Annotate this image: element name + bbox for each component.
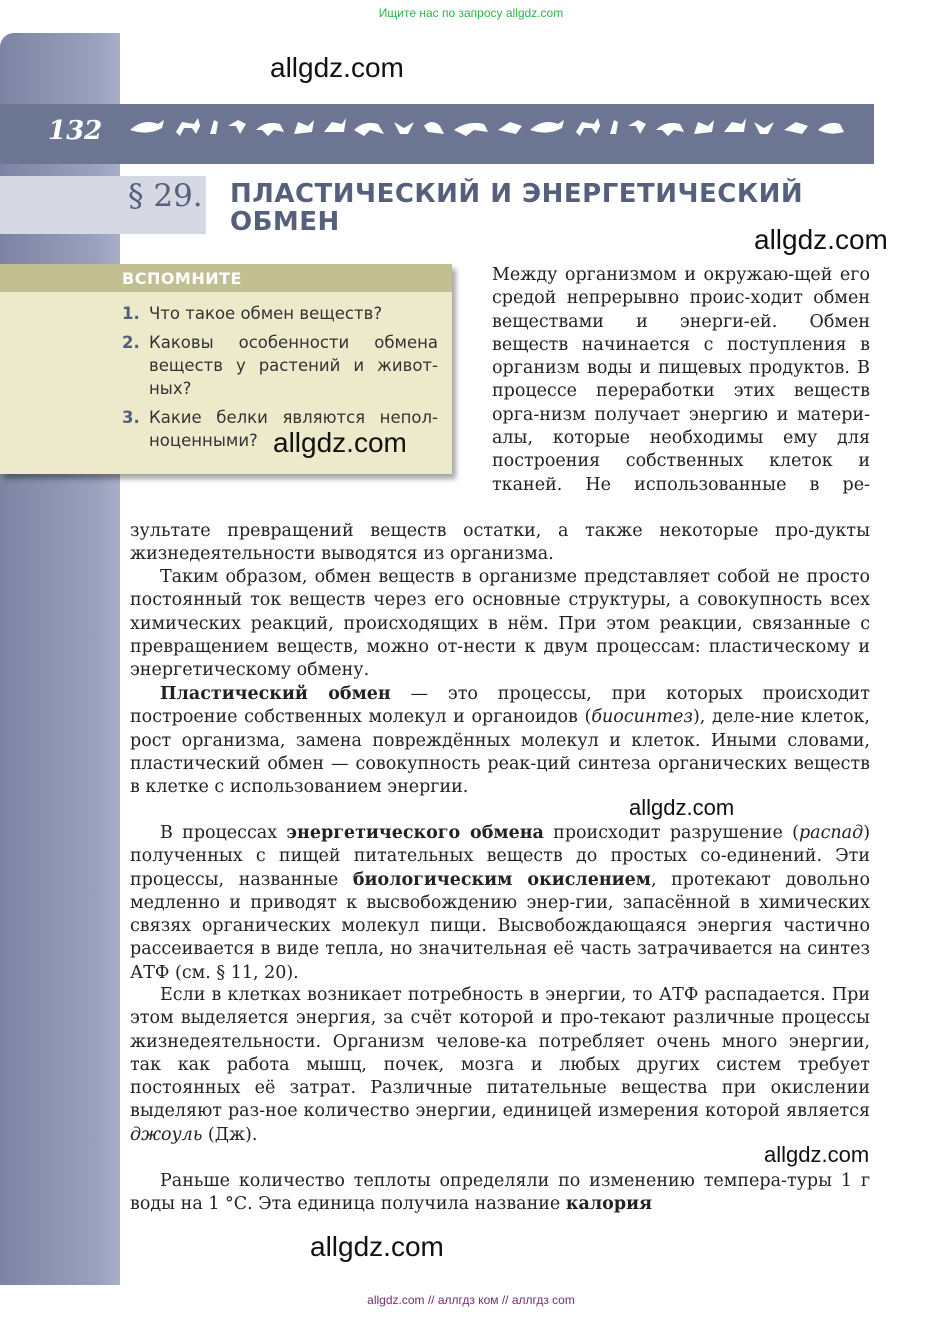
question-text: Какие белки являются непол-ноценными? bbox=[149, 408, 438, 450]
term-plastic-exchange: Пластический обмен bbox=[160, 684, 391, 704]
paragraph-plastic-exchange bbox=[130, 683, 870, 799]
paragraph-atp bbox=[130, 984, 870, 1147]
section-title-line1: ПЛАСТИЧЕСКИЙ И ЭНЕРГЕТИЧЕСКИЙ bbox=[230, 179, 804, 209]
paragraph-text: ) полученных с пищей питательных веществ до простых со-единений. Эти процессы, названные bbox=[130, 823, 871, 890]
term-energy-exchange: энергетического обмена bbox=[286, 823, 544, 843]
paragraph-text: — это процессы, при которых происходит построение собственных молекул и органоидов ( bbox=[130, 684, 870, 728]
question-number: 2. bbox=[122, 333, 140, 352]
paragraph-text: (Дж). bbox=[202, 1124, 258, 1145]
recall-title: ВСПОМНИТЕ bbox=[122, 269, 242, 288]
paragraph-overview: Таким образом, обмен веществ в организме представляет собой не просто постоянный ток веществ через его основные структуры, а совокупность всех химических реакций, происходящих в нём. При этом реакции, связанные с превращением веществ, можно от-нести к двум процессам: пластическому и энергетическому обмену. bbox=[130, 567, 870, 681]
watermark: allgdz.com bbox=[270, 52, 404, 83]
watermark: allgdz.com bbox=[310, 1231, 444, 1262]
section-number: § 29. bbox=[128, 178, 203, 214]
paragraph-text: , протекают довольно медленно и приводят к высвобождению энер-гии, запасённой в химических связях органических молекул пищи. Высвобождающаяся энергия частично рассеивается в виде тепла, но значительная её часть затрачивается на синтез АТФ (см. § 11, 20). bbox=[130, 869, 870, 983]
question-text: Каковы особенности обмена веществ у растений и живот-ных? bbox=[149, 333, 438, 398]
paragraph-text: ), деле-ние клеток, рост организма, замена повреждённых молекул и клеток. Иными словами, пластический обмен — совокупность реак-ций синтеза органических веществ в клетке с использованием энергии. bbox=[130, 707, 870, 798]
paragraph-calorie bbox=[130, 1170, 870, 1217]
page-number: 132 bbox=[48, 116, 103, 146]
paragraph-intro-continued: зультате превращений веществ остатки, а также некоторые про-дукты жизнедеятельности выводятся из организма. bbox=[130, 521, 870, 565]
paragraph-text: происходит разрушение ( bbox=[543, 823, 799, 843]
recall-question bbox=[122, 302, 438, 325]
question-number: 1. bbox=[122, 304, 140, 323]
recall-header bbox=[0, 264, 452, 292]
top-search-note: Ищите нас по запросу allgdz.com bbox=[378, 6, 564, 20]
paragraph-text: Если в клетках возникает потребность в энергии, то АТФ распадается. При этом выделяется энергия, за счёт которой и про-текают различные процессы жизнедеятельности. Организм челове-ка потребляет очень много энергии, так как работа мышц, почек, мозга и любых других систем требует постоянных её затрат. Различные питательные вещества при окислении выделяют раз-ное количество энергии, единицей измерения которой является bbox=[130, 985, 870, 1122]
watermark: allgdz.com bbox=[273, 427, 407, 458]
watermark: allgdz.com bbox=[764, 1142, 870, 1167]
section-title-line2: ОБМЕН bbox=[230, 207, 340, 237]
question-text: Что такое обмен веществ? bbox=[149, 304, 383, 323]
bottom-site-note: allgdz.com // аллгдз ком // аллгдз com bbox=[367, 1293, 575, 1307]
term-decay: распад bbox=[798, 823, 864, 843]
term-calorie: калория bbox=[565, 1194, 652, 1215]
animal-silhouettes-decoration bbox=[128, 112, 848, 142]
watermark: allgdz.com bbox=[629, 795, 735, 820]
paragraph-intro-right: Между организмом и окружаю-щей его средой непрерывно проис-ходит обмен веществами и энерги-ей. Обмен веществ начинается с поступления в организм воды и пищевых продуктов. В процессе переработки этих веществ орга-низм получает энергию и матери-алы, которые необходимы ему для построения собственных клеток и тканей. Не использованные в ре- bbox=[492, 265, 870, 495]
recall-question bbox=[122, 331, 438, 400]
term-joule: джоуль bbox=[130, 1124, 203, 1145]
paragraph-energy-exchange bbox=[130, 822, 870, 985]
question-number: 3. bbox=[122, 408, 140, 427]
paragraph-text: В процессах bbox=[160, 823, 287, 843]
paragraph-text: Раньше количество теплоты определяли по изменению темпера-туры 1 г воды на 1 °С. Эта единица получила название bbox=[130, 1171, 870, 1215]
term-biological-oxidation: биологическим окислением bbox=[352, 869, 651, 890]
watermark: allgdz.com bbox=[754, 224, 888, 255]
term-biosynthesis: биосинтез bbox=[591, 707, 693, 728]
